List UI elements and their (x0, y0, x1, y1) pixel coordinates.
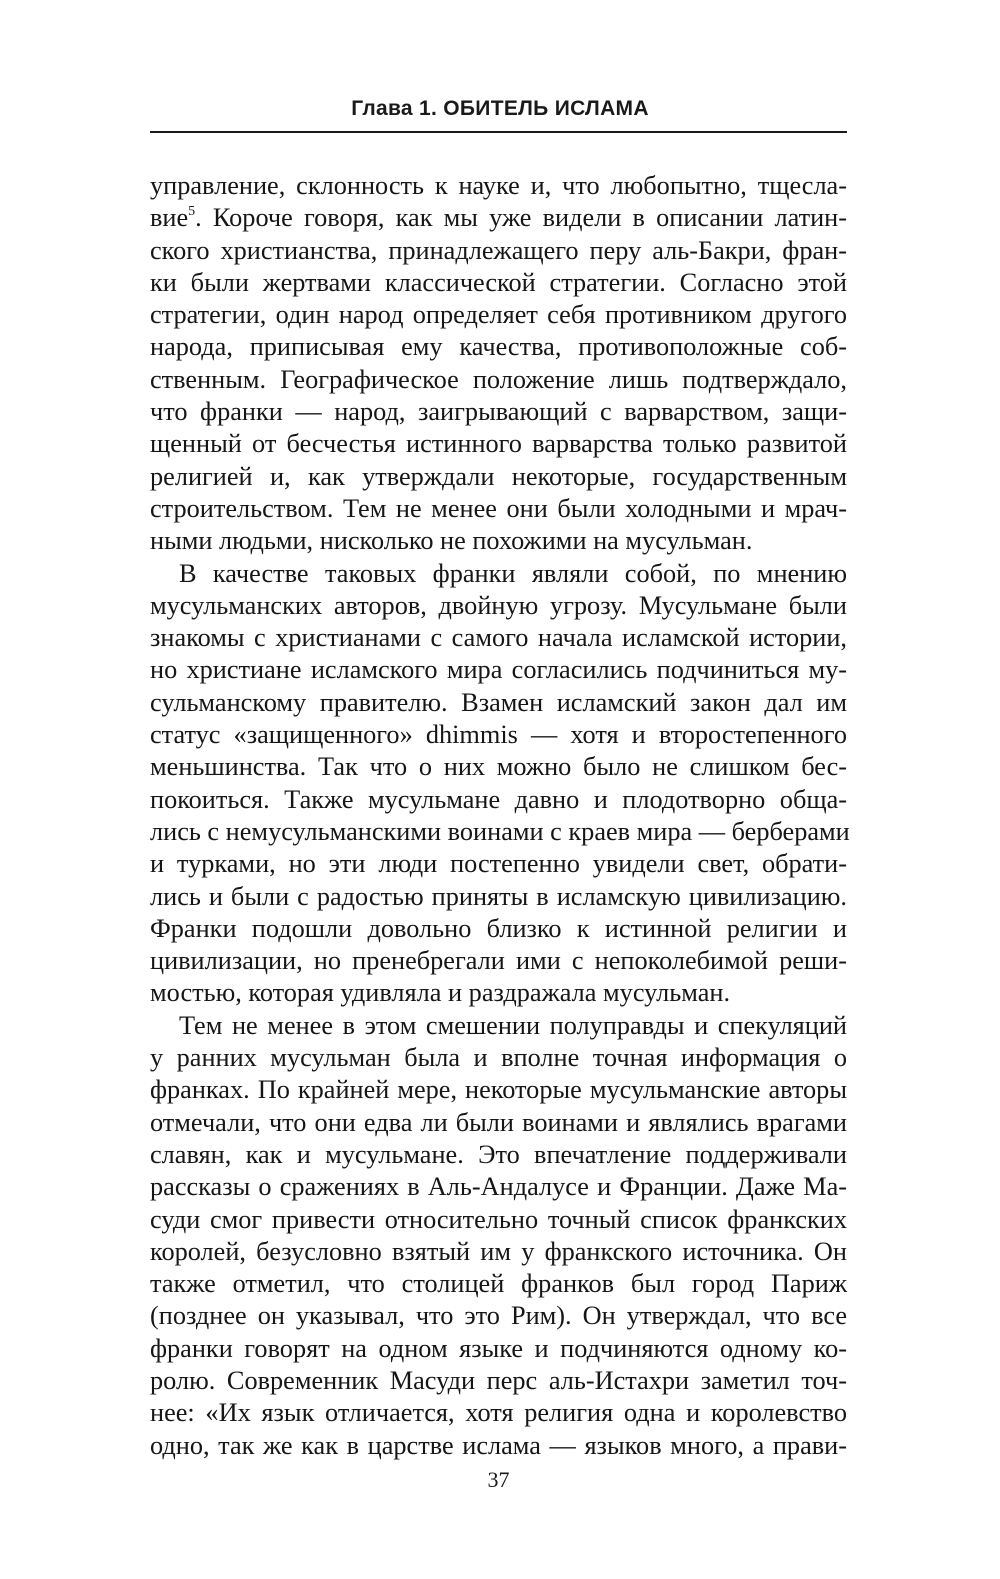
text-line: строительством. Тем не менее они были холодными и мрач- (150, 493, 847, 523)
text-line: религией и, как утверждали некоторые, государственным (150, 461, 847, 491)
text-line: щенный от бесчестья истинного варварства только развитой (150, 429, 847, 459)
text-line: но христиане исламского мира согласились подчиниться му- (150, 655, 847, 685)
text-line: ственным. Географическое положение лишь подтверждало, (150, 364, 847, 394)
text-line: королей, безусловно взятый им у франкского источника. Он (150, 1236, 847, 1266)
text-line: у ранних мусульман была и вполне точная информация о (150, 1043, 847, 1073)
paragraph-1 (150, 170, 847, 558)
text-line: и турками, но эти люди постепенно увидели свет, обрати- (150, 849, 847, 879)
text-line: знакомы с христианами с самого начала исламской истории, (150, 623, 847, 653)
text-line: статус «защищенного» dhimmis — хотя и второстепенного (150, 720, 847, 750)
text-line: В качестве таковых франки являли собой, по мнению (179, 558, 847, 588)
text-line: славян, как и мусульмане. Это впечатление поддерживали (150, 1139, 847, 1169)
text-line: лись с немусульманскими воинами с краев мира — берберами (150, 816, 850, 846)
text-line: (позднее он указывал, что это Рим). Он утверждал, что все (150, 1301, 847, 1331)
text-line: мостью, которая удивляла и раздражала мусульман. (150, 978, 731, 1008)
text-line: управление, склонность к науке и, что любопытно, тщесла- (150, 171, 847, 200)
text-line: сульманскому правителю. Взамен исламский закон дал им (150, 687, 847, 717)
body-text (150, 170, 850, 1462)
text-line: что франки — народ, заигрывающий с варварством, защи- (150, 397, 847, 427)
text-line: покоиться. Также мусульмане давно и плодотворно обща- (150, 784, 847, 814)
text-line: ки были жертвами классической стратегии. Согласно этой (150, 267, 847, 297)
header-rule (150, 131, 847, 133)
text-fragment: . Короче говоря, как мы уже видели в описании латин- (195, 203, 847, 233)
text-line-with-footnote (150, 202, 847, 234)
text-line: ными людьми, нисколько не похожими на мусульман. (150, 526, 753, 556)
text-line: нее: «Их язык отличается, хотя религия одна и королевство (150, 1398, 847, 1428)
text-line: отмечали, что они едва ли были воинами и являлись врагами (150, 1107, 847, 1137)
text-line: мусульманских авторов, двойную угрозу. Мусульмане были (150, 590, 847, 620)
text-line: лись и были с радостью приняты в исламскую цивилизацию. (150, 881, 847, 911)
text-line: стратегии, один народ определяет себя противником другого (150, 300, 847, 330)
running-head: Глава 1. ОБИТЕЛЬ ИСЛАМА (351, 97, 649, 120)
text-line: народа, приписывая ему качества, противоположные соб- (150, 332, 847, 362)
text-line: рассказы о сражениях в Аль-Андалусе и Франции. Даже Ма- (150, 1172, 847, 1202)
text-line: цивилизации, но пренебрегали ими с непоколебимой реши- (150, 946, 847, 976)
text-line: суди смог привести относительно точный список франкских (150, 1204, 847, 1234)
paragraph-3 (150, 1010, 847, 1462)
text-fragment: вие (150, 203, 189, 233)
text-line: одно, так же как в царстве ислама — языков много, а прави- (150, 1430, 847, 1460)
text-line: также отметил, что столицей франков был город Париж (150, 1269, 847, 1299)
text-line: ролю. Современник Масуди перс аль-Истахри заметил точ- (150, 1365, 847, 1395)
text-line: ского христианства, принадлежащего перу аль-Бакри, фран- (150, 235, 847, 265)
text-line: меньшинства. Так что о них можно было не слишком бес- (150, 752, 847, 782)
text-line: франках. По крайней мере, некоторые мусульманские авторы (150, 1075, 847, 1105)
footnote-marker[interactable]: 5 (188, 204, 196, 220)
page-number: 37 (487, 1467, 510, 1492)
text-line: Франки подошли довольно близко к истинной религии и (150, 913, 847, 943)
text-line: Тем не менее в этом смешении полуправды и спекуляций (179, 1010, 847, 1040)
paragraph-2 (150, 558, 850, 1010)
text-line: франки говорят на одном языке и подчиняются одному ко- (150, 1333, 847, 1363)
